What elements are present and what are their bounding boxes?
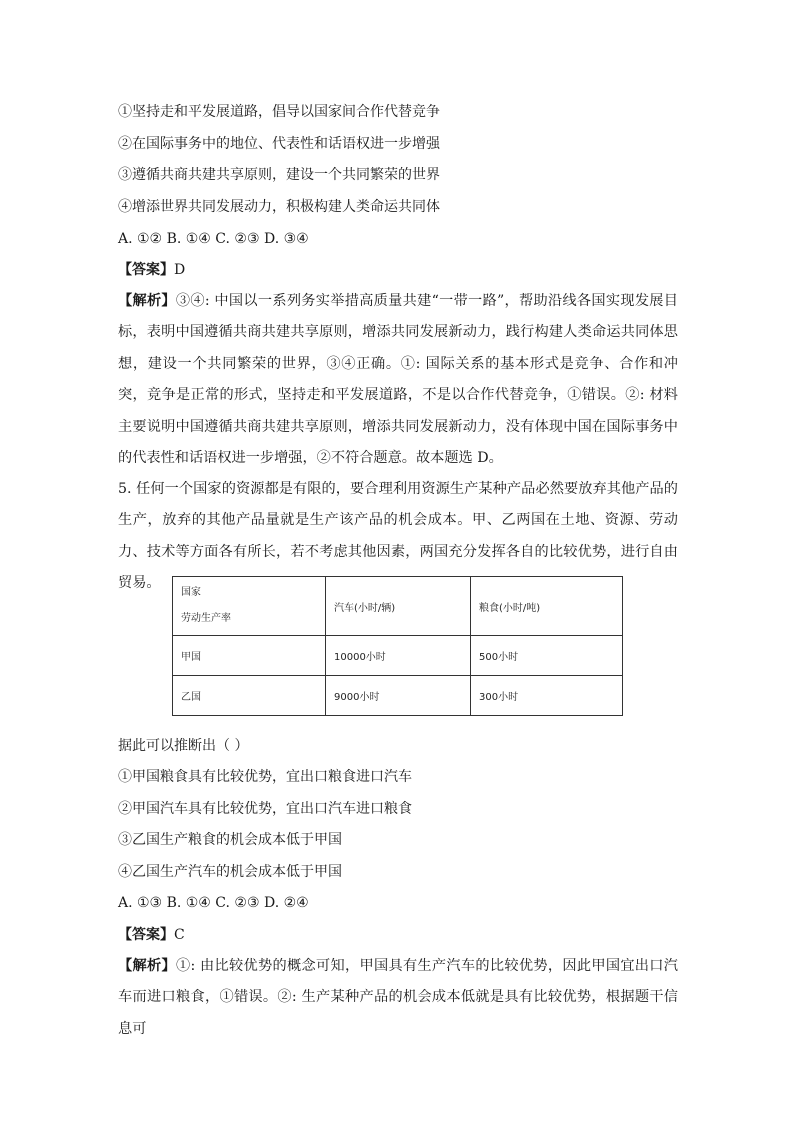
q4-option-2: ②在国际事务中的地位、代表性和话语权进一步增强: [118, 136, 440, 152]
header-country: 国家: [181, 587, 201, 598]
q4-analysis-text: ③④: 中国以一系列务实举措高质量共建“一带一路”，帮助沿线各国实现发展目标，表明中国遵循共商共建共享原则，增添共同发展新动力，践行构建人类命运共同体思想，建设一个共同繁荣的世界，③④正确。①: 国际关系的基本形式是竞争、合作和冲突，竞争是正常的形式，坚持走和平发展道路，不是以合作代替竞争，①错误。②: 材料主要说明中国遵循共商共建共享原则，增添共同发展新动力，没有体现中国在国际事务中的代表性和话语权进一步增强，②不符合题意。故本题选 D。: [118, 293, 678, 467]
q5-option-1: ①甲国粮食具有比较优势，宜出口粮食进口汽车: [118, 769, 412, 785]
productivity-table: [172, 576, 623, 716]
q4-option-4: ④增添世界共同发展动力，积极构建人类命运共同体: [118, 199, 440, 215]
q5-answer: [118, 925, 185, 945]
row-car: 9000小时: [326, 676, 471, 716]
q4-analysis: [118, 286, 678, 474]
q4-answer-value: D: [174, 262, 186, 278]
q5-answer-value: C: [174, 927, 185, 943]
q4-option-1: ①坚持走和平发展道路，倡导以国家间合作代替竞争: [118, 104, 440, 120]
q4-option-3: ③遵循共商共建共享原则，建设一个共同繁荣的世界: [118, 167, 440, 183]
table-row: [173, 676, 623, 716]
q5-analysis: [118, 951, 678, 1045]
header-productivity: 劳动生产率: [181, 613, 231, 624]
q5-analysis-label: 【解析】: [118, 958, 176, 974]
row-grain: 500小时: [471, 636, 623, 676]
row-car: 10000小时: [326, 636, 471, 676]
q4-answer: [118, 260, 185, 280]
q5-stem: 5. 任何一个国家的资源都是有限的，要合理利用资源生产某种产品必然要放弃其他产品的生产，放弃的其他产品量就是生产该产品的机会成本。甲、乙两国在土地、资源、劳动力、技术等方面各有所长，若不考虑其他因素，两国充分发挥各自的比较优势，进行自由贸易。: [118, 481, 678, 592]
q4-answer-label: 【答案】: [118, 262, 174, 278]
header-grain: 粮食(小时/吨): [471, 577, 623, 636]
q5-prompt: 据此可以推断出（ ）: [118, 738, 249, 754]
q5-analysis-text: ①: 由比较优势的概念可知，甲国具有生产汽车的比较优势，因此甲国宜出口汽车而进口粮食，①错误。②: 生产某种产品的机会成本低就是具有比较优势，根据题干信息可: [118, 958, 678, 1037]
table-header-corner: [173, 577, 326, 636]
q5-option-2: ②甲国汽车具有比较优势，宜出口汽车进口粮食: [118, 801, 412, 817]
q5-option-4: ④乙国生产汽车的机会成本低于甲国: [118, 864, 342, 880]
table-row: [173, 636, 623, 676]
row-grain: 300小时: [471, 676, 623, 716]
q4-analysis-label: 【解析】: [118, 293, 176, 309]
row-country: 乙国: [173, 676, 326, 716]
table-header-row: [173, 577, 623, 636]
q5-option-3: ③乙国生产粮食的机会成本低于甲国: [118, 832, 342, 848]
q5-choices: A. ①③ B. ①④ C. ②③ D. ②④: [118, 895, 309, 911]
row-country: 甲国: [173, 636, 326, 676]
q5-answer-label: 【答案】: [118, 927, 174, 943]
header-car: 汽车(小时/辆): [326, 577, 471, 636]
q4-choices: A. ①② B. ①④ C. ②③ D. ③④: [118, 231, 309, 247]
